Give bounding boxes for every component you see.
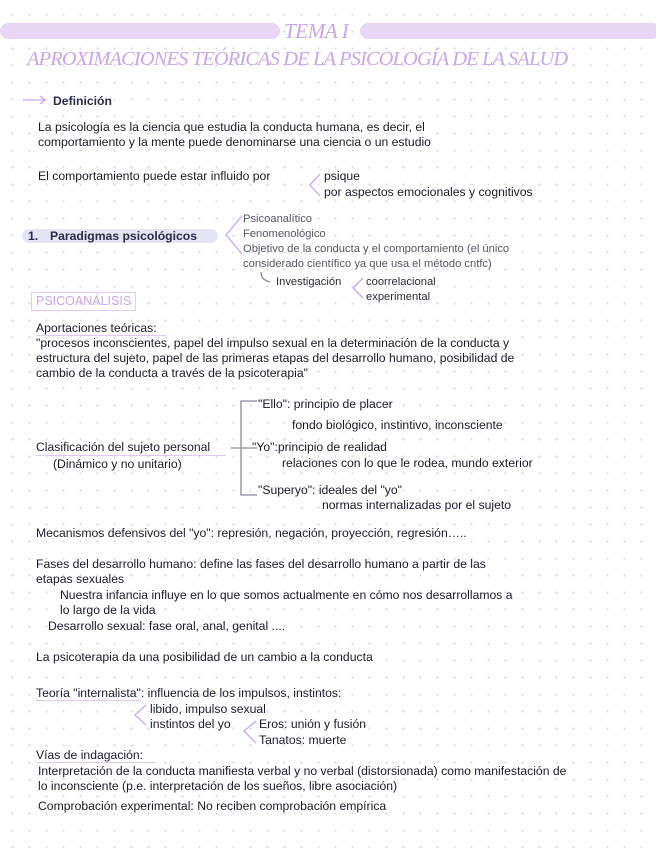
aportaciones-line-1: "procesos inconscientes, papel del impulso sexual en la determinación de la conducta y: [36, 336, 510, 350]
vias-line-2: lo inconsciente (p.e. interpretación de los sueños, libre asociación): [38, 779, 398, 793]
paradigma-fenomenologico: Fenomenológico: [243, 228, 326, 240]
clasificacion-sublabel: (Dinámico y no unitario): [53, 457, 182, 471]
definicion-line-2: comportamiento y la mente puede denominarse una ciencia o un estudio: [38, 135, 431, 149]
aportaciones-title: Aportaciones teóricas:: [36, 321, 157, 335]
hook-arrow-icon: [258, 271, 274, 287]
bracket-teoria: [132, 703, 150, 729]
influido-option-psique: psique: [324, 169, 360, 183]
header-bar-right: [360, 23, 656, 39]
superyo-line: "Superyo": ideales del "yo": [258, 483, 403, 497]
vias-line-3: Comprobación experimental: No reciben comprobación empírica: [38, 799, 387, 813]
definicion-heading: Definición: [53, 94, 112, 108]
fases-sub-3: Desarrollo sexual: fase oral, anal, genital ....: [48, 619, 286, 633]
yo-sub: relaciones con lo que le rodea, mundo exterior: [282, 456, 533, 470]
bracket-instintos: [240, 719, 260, 747]
influido-option-emocional: por aspectos emocionales y cognitivos: [324, 185, 533, 199]
paradigma-objetivo-line-2: considerado científico ya que usa el método cntfc): [243, 258, 492, 270]
vias-title: Vías de indagación:: [36, 748, 144, 762]
investigacion-experimental: experimental: [366, 291, 431, 303]
aportaciones-line-3: cambio de la conducta a través de la psicoterapia": [36, 366, 308, 380]
teoria-rest: : influencia de los impulsos, instintos:: [140, 686, 342, 700]
paradigma-objetivo-line-1: Objetivo de la conducta y el comportamiento (el único: [243, 243, 510, 255]
clasificacion-underline: [36, 455, 226, 456]
teoria-line: [36, 686, 341, 701]
teoria-tanatos: Tanatos: muerte: [259, 733, 347, 747]
psicoanalisis-tag: PSICOANÁLISIS: [31, 292, 136, 311]
vias-underline: [36, 762, 156, 763]
teoria-instintos: instintos del yo: [150, 717, 231, 731]
paradigma-psicoanalitico: Psicoanalítico: [243, 213, 313, 225]
page-title: APROXIMACIONES TEÓRICAS DE LA PSICOLOGÍA DE LA SALUD: [27, 48, 568, 70]
fases-sub-2: lo largo de la vida: [60, 603, 156, 617]
tema-heading: TEMA I: [284, 19, 349, 43]
investigacion-label: Investigación: [276, 276, 342, 288]
teoria-lead: Teoría "internalista": [36, 686, 141, 700]
fases-sub-1: Nuestra infancia influye en lo que somos actualmente en cómo nos desarrollamos a: [60, 588, 513, 602]
superyo-sub: normas internalizadas por el sujeto: [322, 498, 512, 512]
paradigmas-heading: Paradigmas psicológicos: [50, 229, 197, 243]
aportaciones-line-2: estructura del sujeto, papel de las primeras etapas del desarrollo humano, posibilidad de: [36, 351, 515, 365]
psicoterapia-line: La psicoterapia da una posibilidad de un cambio a la conducta: [36, 650, 373, 664]
teoria-eros: Eros: unión y fusión: [259, 717, 367, 731]
investigacion-correlacional: coorrelacional: [366, 276, 436, 288]
ello-line: "Ello": principio de placer: [258, 397, 393, 411]
header-bar-left: [0, 23, 280, 39]
bracket-influido: [306, 172, 326, 200]
ello-sub: fondo biológico, instintivo, inconsciente: [292, 418, 503, 432]
arrow-right-icon: [22, 94, 48, 106]
paradigmas-number: 1.: [28, 229, 39, 243]
teoria-libido: libido, impulso sexual: [150, 702, 266, 716]
influido-lead: El comportamiento puede estar influido por: [38, 169, 271, 183]
mecanismos-line: Mecanismos defensivos del "yo": represión, negación, proyección, regresión…..: [36, 526, 467, 540]
vias-line-1: Interpretación de la conducta manifiesta verbal y no verbal (distorsionada) como manifestación de: [38, 764, 567, 778]
clasificacion-label: Clasificación del sujeto personal: [36, 440, 211, 454]
fases-line-1: Fases del desarrollo humano: define las fases del desarrollo humano a partir de las: [36, 557, 486, 571]
fases-line-2: etapas sexuales: [36, 572, 125, 586]
definicion-line-1: La psicología es la ciencia que estudia la conducta humana, es decir, el: [38, 120, 425, 134]
yo-line: "Yo":principio de realidad: [252, 440, 387, 454]
